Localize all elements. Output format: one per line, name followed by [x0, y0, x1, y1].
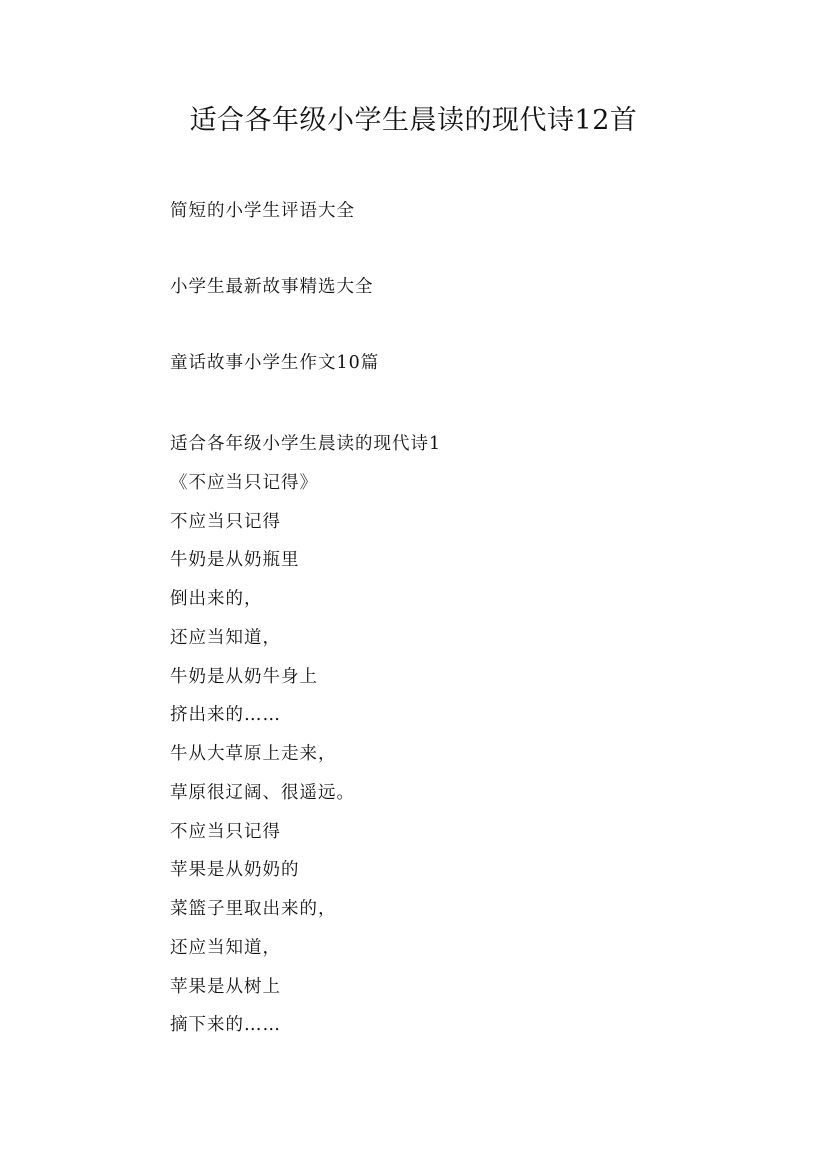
poem-line: 不应当只记得 [170, 511, 281, 532]
poem-line: 牛奶是从奶牛身上 [170, 666, 318, 687]
poem-line: 菜篮子里取出来的， [170, 899, 337, 919]
related-links [170, 194, 730, 422]
related-link-3[interactable]: 童话故事小学生作文10篇 [170, 353, 380, 373]
related-link-1[interactable]: 简短的小学生评语大全 [170, 201, 355, 221]
poem-line: 牛奶是从奶瓶里 [170, 550, 300, 571]
poem-line: 摘下来的…… [170, 1015, 281, 1036]
poem-line: 牛从大草原上走来， [170, 744, 337, 764]
document-title: 适合各年级小学生晨读的现代诗12首 [189, 105, 638, 136]
poem-line: 还应当知道， [170, 937, 281, 958]
poem-title: 《不应当只记得》 [170, 472, 318, 493]
poem-line: 挤出来的…… [170, 705, 281, 726]
poem-line: 苹果是从树上 [170, 976, 281, 997]
poem-section [170, 425, 730, 1045]
poem-line: 不应当只记得 [170, 821, 281, 842]
poem-line: 还应当知道， [170, 627, 281, 648]
poem-line: 苹果是从奶奶的 [170, 860, 300, 881]
section-heading: 适合各年级小学生晨读的现代诗1 [170, 434, 442, 454]
poem-line: 倒出来的， [170, 589, 263, 609]
poem-line: 草原很辽阔、很遥远。 [170, 782, 355, 803]
related-link-2[interactable]: 小学生最新故事精选大全 [170, 277, 374, 297]
